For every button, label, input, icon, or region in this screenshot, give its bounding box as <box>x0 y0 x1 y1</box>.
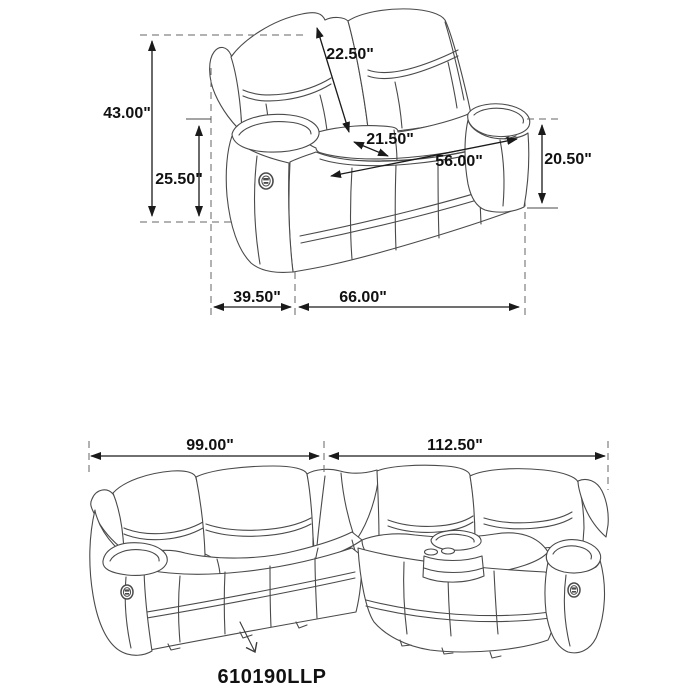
dim-label-interior-seat-width: 56.00" <box>435 153 483 170</box>
loveseat-back-cushion-right <box>348 9 471 132</box>
dim-label-base-depth: 39.50" <box>233 289 281 306</box>
power-button-icon <box>121 585 133 599</box>
product-code-label: 610190LLP <box>217 666 327 688</box>
dim-label-back-cushion-length: 22.50" <box>326 46 374 63</box>
dim-label-right-section-width: 112.50" <box>427 437 483 454</box>
loveseat-left-arm-body <box>226 136 293 272</box>
power-button-icon <box>259 173 273 189</box>
sectional-line-drawing <box>90 465 608 658</box>
dim-label-overall-height: 43.00" <box>103 105 151 122</box>
dim-label-base-width: 66.00" <box>339 289 387 306</box>
sectional-right-arm-body <box>545 560 605 653</box>
sectional-right-arm-pad <box>546 540 600 573</box>
sectional-left-arm-pad <box>103 543 167 576</box>
dim-label-seat-depth: 21.50" <box>366 131 414 148</box>
sectional-back-cushion-2 <box>196 466 313 560</box>
power-button-icon <box>568 583 580 597</box>
dim-label-arm-rear-height: 20.50" <box>544 151 592 168</box>
dim-label-left-section-width: 99.00" <box>186 437 234 454</box>
foot-tab <box>490 652 501 658</box>
dim-label-arm-front-height: 25.50" <box>155 171 203 188</box>
console-lid <box>431 530 481 550</box>
